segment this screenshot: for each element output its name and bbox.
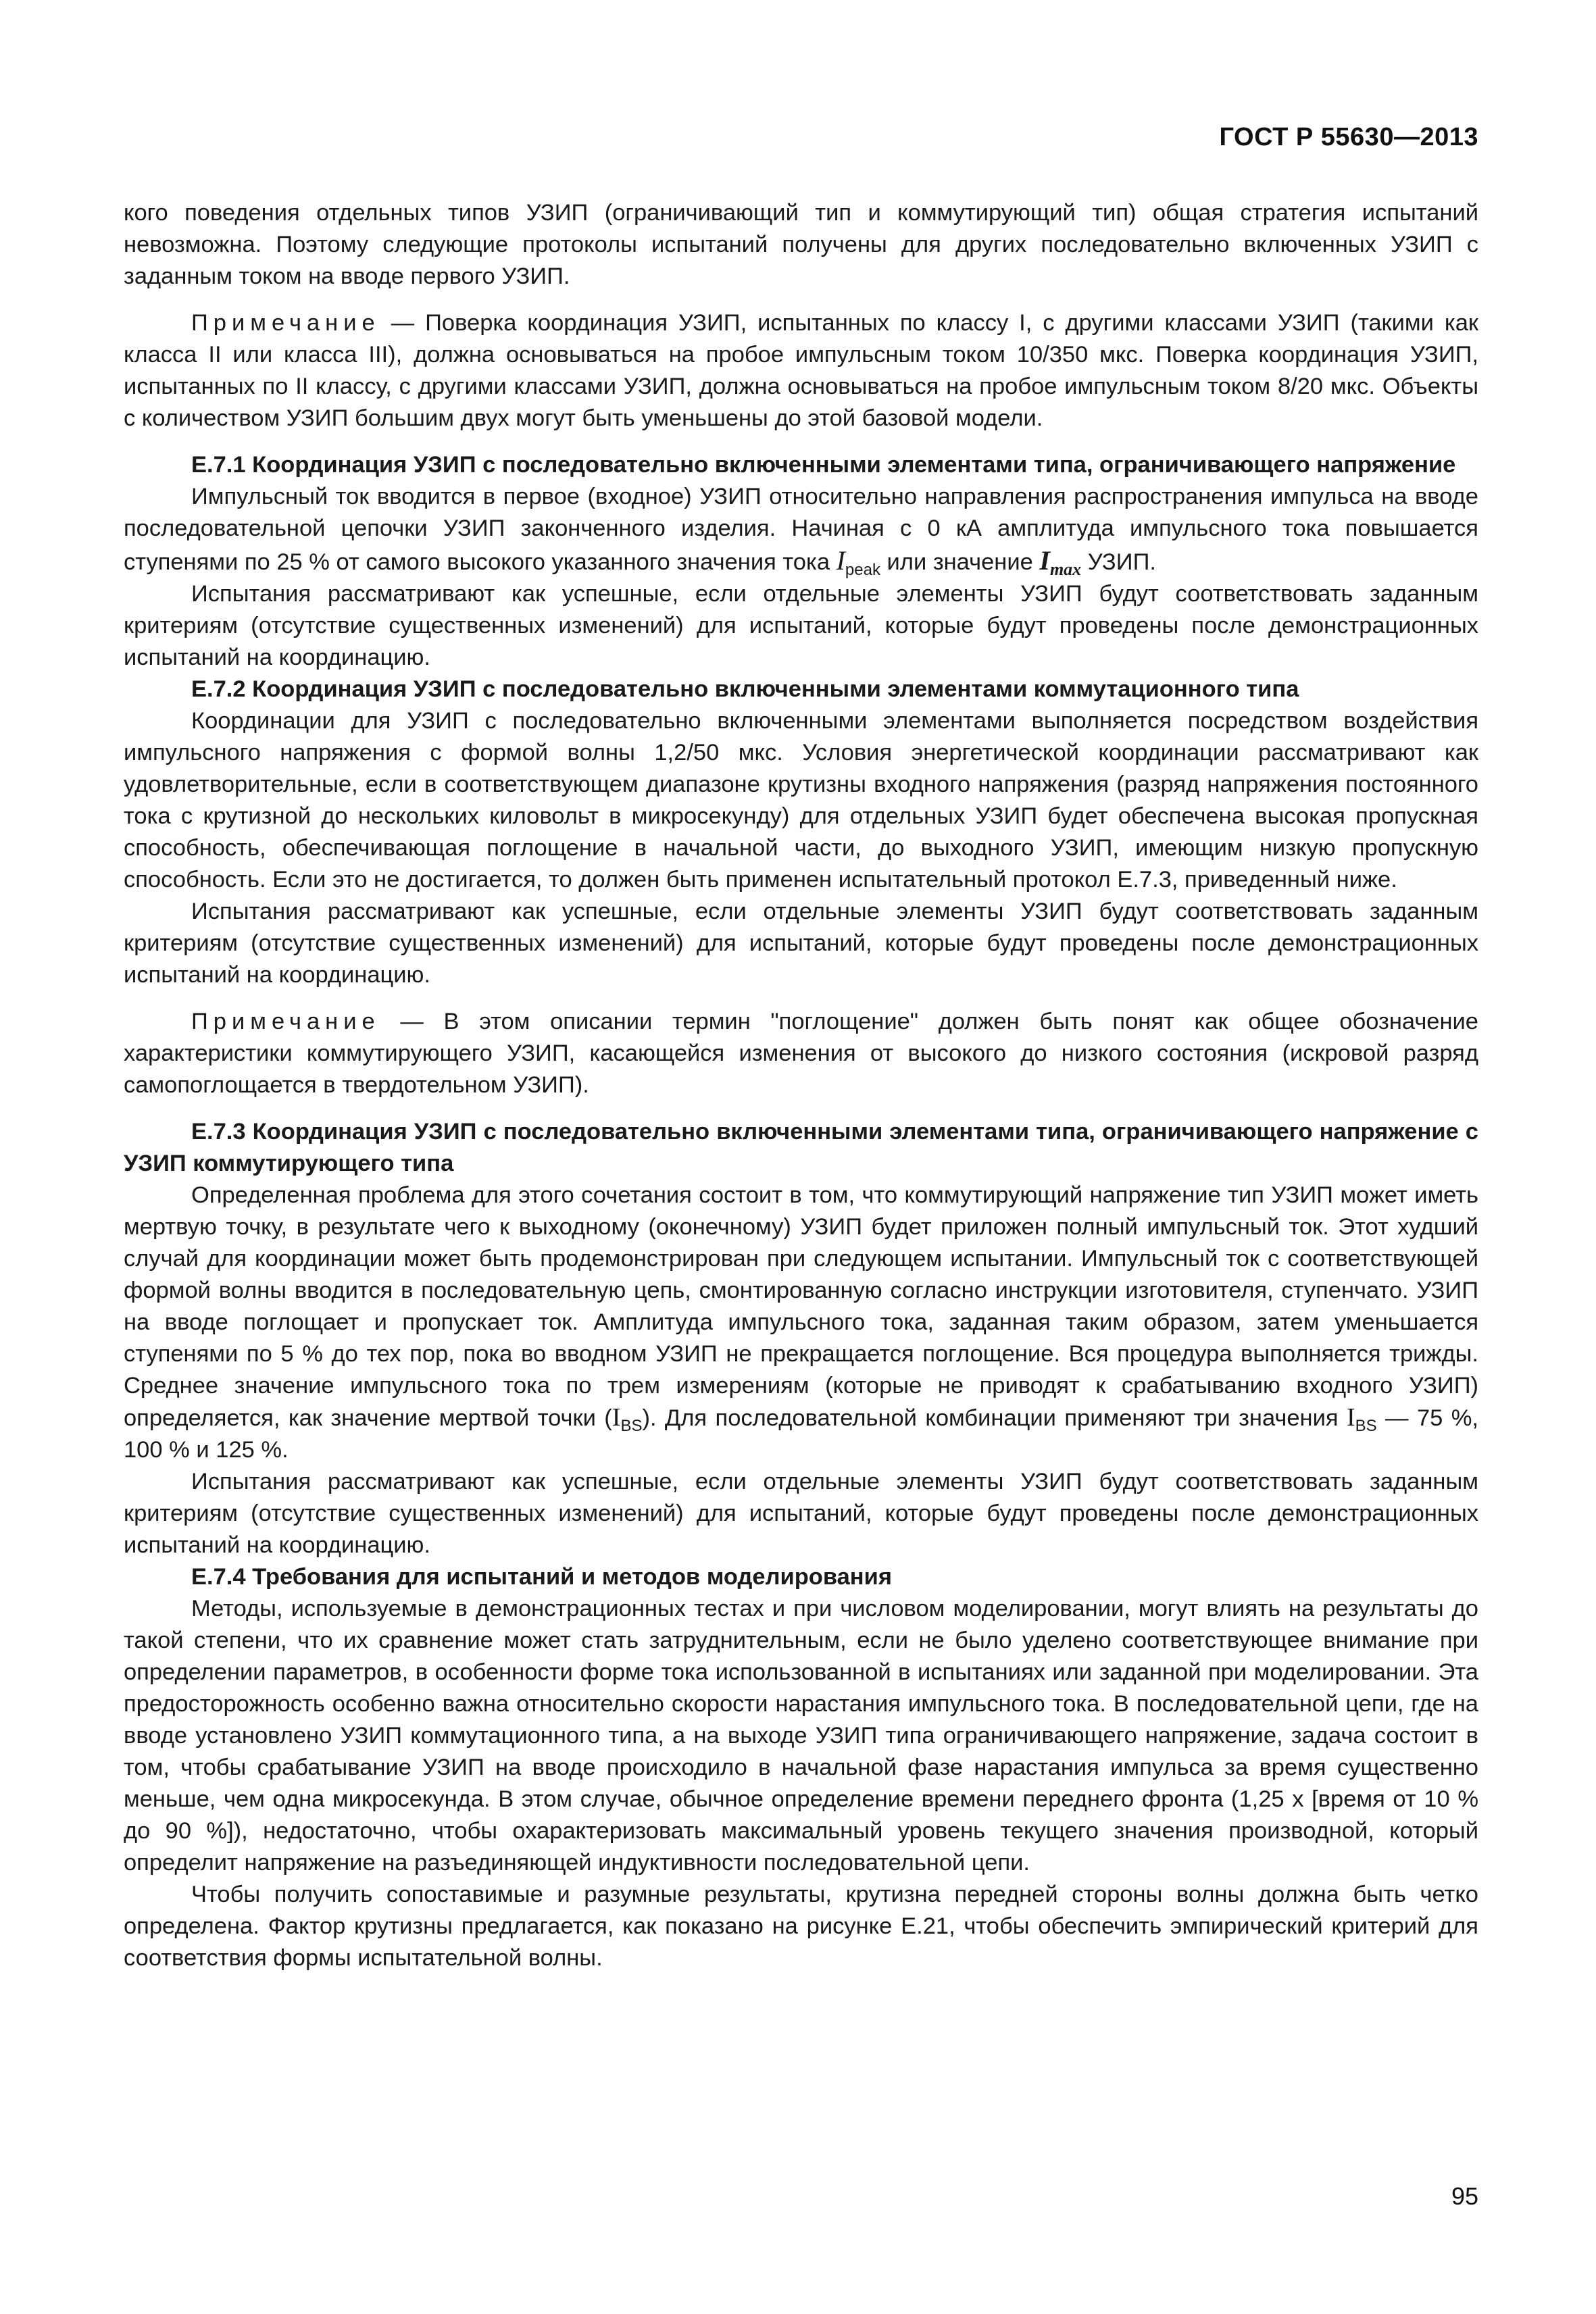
- paragraph-e74-1: Методы, используемые в демонстрационных тестах и при числовом моделировании, могут влиять на результаты до такой степени, что их сравнение может стать затруднительным, если не было уделено соответствующее внимание при определении параметров, в особенности форме тока использованной в испытаниях или заданной при моделировании. Эта предосторожность особенно важна относительно скорости нарастания импульсного тока. В последовательной цепи, где на вводе установлено УЗИП коммутационного типа, а на выходе УЗИП типа ограничивающего напряжение, задача состоит в том, чтобы срабатывание УЗИП на вводе происходило в начальной фазе нарастания импульса за время существенно меньше, чем одна микросекунда. В этом случае, обычное определение времени переднего фронта (1,25 x [время от 10 % до 90 %]), недостаточно, чтобы охарактеризовать максимальный уровень текущего значения производной, который определит напряжение на разъединяющей индуктивности последовательной цепи.: [124, 1596, 1478, 1876]
- paragraph-text: Определенная проблема для этого сочетания состоит в том, что коммутирующий напряжение тип УЗИП может иметь мертвую точку, в результате чего к выходному (оконечному) УЗИП будет приложен полный импульсный ток. Этот худший случай для координации может быть продемонстрирован при следующем испытании. Импульсный ток с соответствующей формой волны вводится в последовательную цепь, смонтированную согласно инструкции изготовителя, ступенчато. УЗИП на вводе поглощает и пропускает ток. Амплитуда импульсного тока, заданная таким образом, затем уменьшается ступенями по 5 % до тех пор, пока во вводном УЗИП не прекращается поглощение. Вся процедура выполняется трижды. Среднее значение импульсного тока по трем измерениям (которые не приводят к срабатыванию входного УЗИП) определяется, как значение мертвой точки (: [124, 1182, 1478, 1431]
- note-paragraph: [124, 1006, 1478, 1101]
- current-symbol-max: I: [1039, 545, 1050, 576]
- paragraph-e71-2: Испытания рассматривают как успешные, если отдельные элементы УЗИП будут соответствовать заданным критериям (отсутствие существенных изменений) для испытаний, которые будут проведены после демонстрационных испытаний на координацию.: [124, 581, 1478, 670]
- paragraph-text: Импульсный ток вводится в первое (входное) УЗИП относительно направления распространения импульса на вводе последовательной цепочки УЗИП законченного изделия. Начиная с 0 кА амплитуда импульсного тока повышается ступенями по 25 % от самого высокого указанного значения тока: [124, 484, 1478, 575]
- section-heading-e73: Е.7.3 Координация УЗИП с последовательно включенными элементами типа, ограничивающего напряжение с УЗИП коммутирующего типа: [124, 1119, 1478, 1176]
- paragraph-e74-2: Чтобы получить сопоставимые и разумные результаты, крутизна передней стороны волны должна быть четко определена. Фактор крутизны предлагается, как показано на рисунке Е.21, чтобы обеспечить эмпирический критерий для соответствия формы испытательной волны.: [124, 1882, 1478, 1971]
- paragraph-text: — 75 %, 100 % и 125 %.: [124, 1405, 1478, 1463]
- page-number: 95: [1451, 2182, 1478, 2210]
- paragraph-text: УЗИП.: [1081, 549, 1156, 575]
- note-label: Примечание: [191, 310, 380, 336]
- standard-designation: ГОСТ Р 55630—2013: [1219, 123, 1478, 151]
- document-body: [124, 197, 1478, 1974]
- current-symbol: I: [1346, 1403, 1355, 1432]
- note-label: Примечание: [191, 1009, 380, 1034]
- current-symbol: I: [612, 1403, 621, 1432]
- document-page: [124, 0, 1478, 2314]
- section-heading-e72: Е.7.2 Координация УЗИП с последовательно включенными элементами коммутационного типа: [191, 676, 1299, 702]
- paragraph-e73-2: Испытания рассматривают как успешные, если отдельные элементы УЗИП будут соответствовать заданным критериям (отсутствие существенных изменений) для испытаний, которые будут проведены после демонстрационных испытаний на координацию.: [124, 1469, 1478, 1558]
- subscript-peak: peak: [845, 561, 880, 579]
- paragraph-e73-1: [124, 1180, 1478, 1466]
- continued-paragraph: кого поведения отдельных типов УЗИП (ограничивающий тип и коммутирующий тип) общая стратегия испытаний невозможна. Поэтому следующие протоколы испытаний получены для других последовательно включенных УЗИП с заданным током на вводе первого УЗИП.: [124, 200, 1478, 289]
- section-heading-e71: Е.7.1 Координация УЗИП с последовательно включенными элементами типа, ограничивающего напряжение: [191, 452, 1456, 478]
- paragraph-e72-1: Координации для УЗИП с последовательно включенными элементами выполняется посредством воздействия импульсного напряжения с формой волны 1,2/50 мкс. Условия энергетической координации рассматривают как удовлетворительные, если в соответствующем диапазоне крутизны входного напряжения (разряд напряжения постоянного тока с крутизной до нескольких киловольт в микросекунду) для отдельных УЗИП будет обеспечена высокая пропускная способность, обеспечивающая поглощение в начальной части, до выходного УЗИП, имеющим низкую пропускную способность. Если это не достигается, то должен быть применен испытательный протокол Е.7.3, приведенный ниже.: [124, 708, 1478, 892]
- subscript-bs: BS: [620, 1417, 643, 1435]
- paragraph-text: или значение: [880, 549, 1040, 575]
- current-symbol: I: [836, 545, 845, 576]
- note-paragraph: [124, 307, 1478, 434]
- subscript-bs: BS: [1355, 1417, 1377, 1435]
- note-text: — Поверка координация УЗИП, испытанных по классу I, с другими классами УЗИП (такими как класса II или класса III), должна основываться на пробое импульсным током 10/350 мкс. Поверка координация УЗИП, испытанных по II классу, с другими классами УЗИП, должна основываться на пробое импульсным током 8/20 мкс. Объекты с количеством УЗИП большим двух могут быть уменьшены до этой базовой модели.: [124, 310, 1478, 431]
- paragraph-e71-1: [124, 481, 1478, 578]
- subscript-max: max: [1049, 559, 1082, 579]
- note-text: — В этом описании термин "поглощение" должен быть понят как общее обозначение характеристики коммутирующего УЗИП, касающейся изменения от высокого до низкого состояния (искровой разряд самопоглощается в твердотельном УЗИП).: [124, 1009, 1478, 1098]
- section-heading-e74: Е.7.4 Требования для испытаний и методов моделирования: [191, 1564, 892, 1590]
- paragraph-text: ). Для последовательной комбинации применяют три значения: [642, 1405, 1347, 1431]
- paragraph-e72-2: Испытания рассматривают как успешные, если отдельные элементы УЗИП будут соответствовать заданным критериям (отсутствие существенных изменений) для испытаний, которые будут проведены после демонстрационных испытаний на координацию.: [124, 899, 1478, 988]
